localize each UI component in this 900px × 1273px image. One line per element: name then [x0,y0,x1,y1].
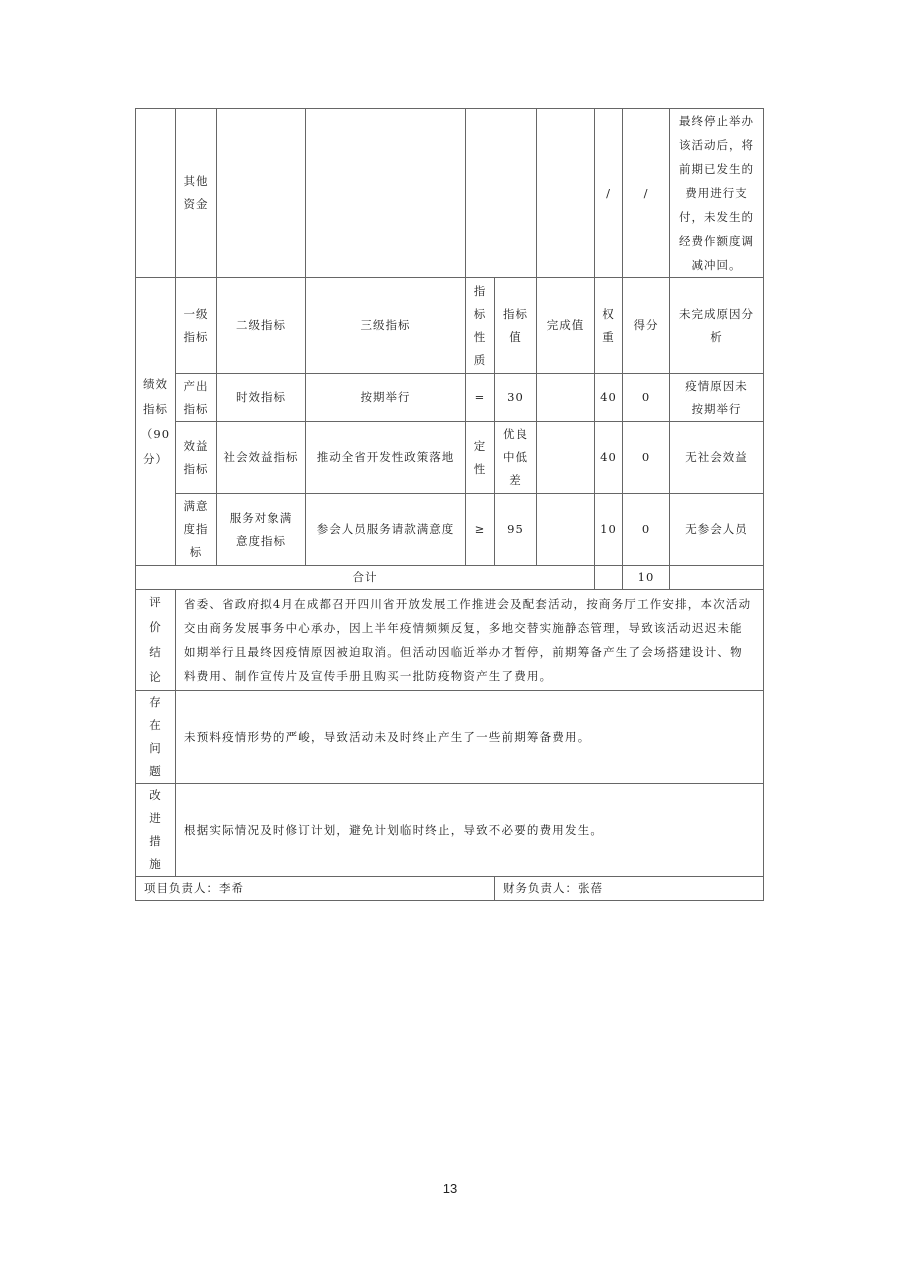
signature-row [136,877,764,901]
row-level2: 社会效益指标 [217,422,306,494]
empty-cell [466,109,537,278]
row-level1: 满意度指标 [176,494,217,566]
row-actual [537,374,595,422]
row-level1: 效益指标 [176,422,217,494]
table-row [136,494,764,566]
row-actual [537,494,595,566]
problems-text: 未预料疫情形势的严峻，导致活动未及时终止产生了一些前期筹备费用。 [176,691,764,784]
evaluation-label: 评价结论 [136,590,176,691]
row-actual [537,422,595,494]
problems-row [136,691,764,784]
empty-cell [306,109,466,278]
total-weight [595,566,623,590]
indicator-header-row [136,278,764,374]
table-row [136,374,764,422]
row-nature: ≥ [466,494,495,566]
other-funds-score: / [623,109,670,278]
row-weight: 10 [595,494,623,566]
row-nature: = [466,374,495,422]
row-reason: 无社会效益 [670,422,764,494]
empty-cell [537,109,595,278]
finance-lead: 财务负责人：张蓓 [495,877,764,901]
row-level2: 时效指标 [217,374,306,422]
row-target: 30 [495,374,537,422]
row-level2: 服务对象满意度指标 [217,494,306,566]
total-reason [670,566,764,590]
improvements-row [136,784,764,877]
header-score: 得分 [623,278,670,374]
row-weight: 40 [595,422,623,494]
header-actual: 完成值 [537,278,595,374]
improvements-text: 根据实际情况及时修订计划，避免计划临时终止，导致不必要的费用发生。 [176,784,764,877]
row-score: 0 [623,422,670,494]
row-reason: 无参会人员 [670,494,764,566]
row-target: 优良中低差 [495,422,537,494]
row-level3: 推动全省开发性政策落地 [306,422,466,494]
total-label: 合计 [136,566,595,590]
row-score: 0 [623,374,670,422]
header-level2: 二级指标 [217,278,306,374]
empty-cell [136,109,176,278]
header-reason: 未完成原因分析 [670,278,764,374]
other-funds-reason: 最终停止举办该活动后，将前期已发生的费用进行支付，未发生的经费作额度调减冲回。 [670,109,764,278]
performance-evaluation-table [135,108,764,901]
row-nature: 定性 [466,422,495,494]
evaluation-row [136,590,764,691]
table-row [136,422,764,494]
header-level3: 三级指标 [306,278,466,374]
row-target: 95 [495,494,537,566]
project-lead: 项目负责人：李希 [136,877,495,901]
problems-label: 存在问题 [136,691,176,784]
header-nature: 指标性质 [466,278,495,374]
total-score: 10 [623,566,670,590]
performance-section-label: 绩效指标（90分） [136,278,176,566]
other-funds-weight: / [595,109,623,278]
row-weight: 40 [595,374,623,422]
header-level1: 一级指标 [176,278,217,374]
empty-cell [217,109,306,278]
page-number: 13 [442,1181,458,1196]
other-funds-label: 其他资金 [176,109,217,278]
header-weight: 权重 [595,278,623,374]
other-funds-row [136,109,764,278]
row-level3: 参会人员服务请款满意度 [306,494,466,566]
row-reason: 疫情原因未按期举行 [670,374,764,422]
evaluation-text: 省委、省政府拟4月在成都召开四川省开放发展工作推进会及配套活动，按商务厅工作安排，本次活动交由商务发展事务中心承办，因上半年疫情频频反复，多地交替实施静态管理，导致该活动迟迟未能如期举行且最终因疫情原因被迫取消。但活动因临近举办才暂停，前期筹备产生了会场搭建设计、物料费用、制作宣传片及宣传手册且购买一批防疫物资产生了费用。 [176,590,764,691]
row-level1: 产出指标 [176,374,217,422]
row-score: 0 [623,494,670,566]
row-level3: 按期举行 [306,374,466,422]
total-row [136,566,764,590]
header-target: 指标值 [495,278,537,374]
improvements-label: 改进措施 [136,784,176,877]
